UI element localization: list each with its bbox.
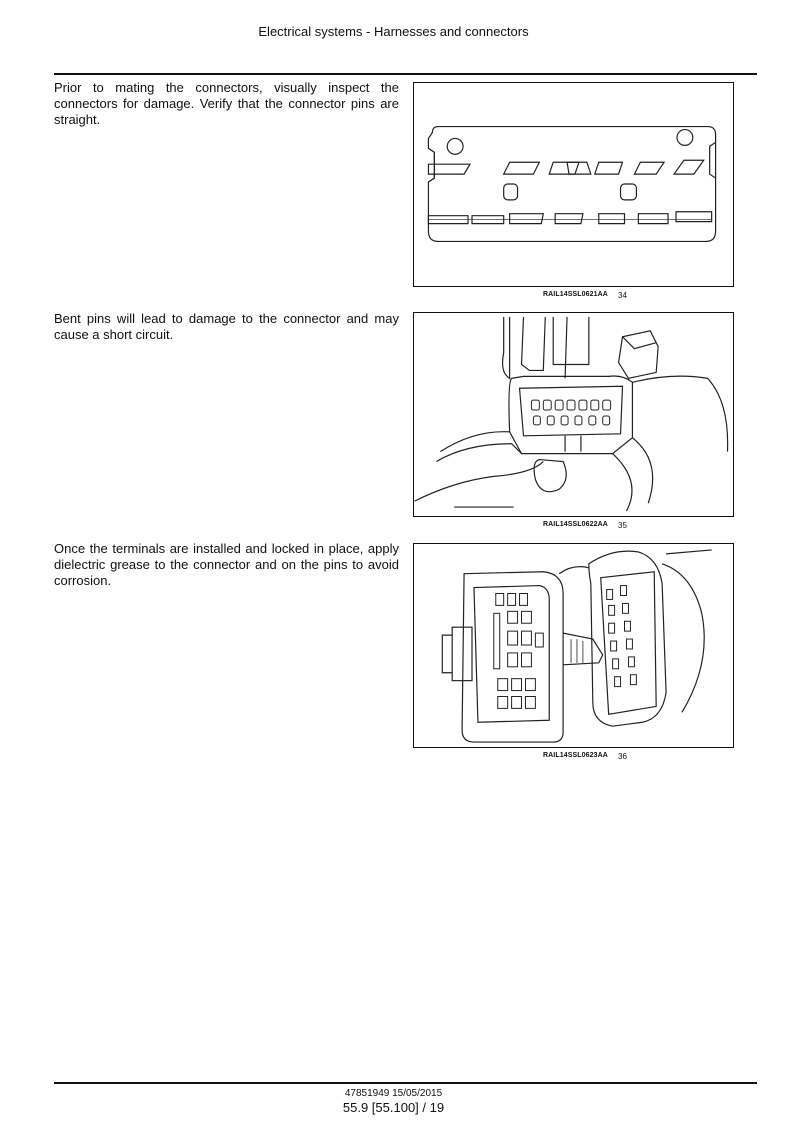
- figure-number: 36: [618, 752, 628, 761]
- figure-36-caption: [543, 752, 663, 759]
- header-divider: [54, 73, 757, 75]
- step-3-text: Once the terminals are installed and locked in place, apply dielectric grease to the connector and on the pins to avoid corrosion.: [54, 541, 399, 588]
- step-2-text: Bent pins will lead to damage to the connector and may cause a short circuit.: [54, 311, 399, 342]
- figure-35-caption: [543, 521, 663, 528]
- footer-page-number: 55.9 [55.100] / 19: [342, 1100, 445, 1115]
- figure-number: 35: [618, 521, 628, 530]
- footer-document-id: 47851949 15/05/2015: [344, 1088, 443, 1099]
- step-1-text: Prior to mating the connectors, visually inspect the connectors for damage. Verify that the connector pins are straight.: [54, 80, 399, 127]
- figure-36-dielectric-grease: [413, 543, 734, 748]
- figure-34-connector-pins: [413, 82, 734, 287]
- figure-35-bent-pins: [413, 312, 734, 517]
- figure-ref: RAIL14SSL0621AA: [543, 291, 608, 298]
- figure-ref: RAIL14SSL0622AA: [543, 521, 608, 528]
- page-header-title: Electrical systems - Harnesses and connectors: [258, 24, 529, 39]
- figure-34-caption: [543, 291, 663, 298]
- footer-divider: [54, 1082, 757, 1084]
- figure-ref: RAIL14SSL0623AA: [543, 752, 608, 759]
- figure-number: 34: [618, 291, 628, 300]
